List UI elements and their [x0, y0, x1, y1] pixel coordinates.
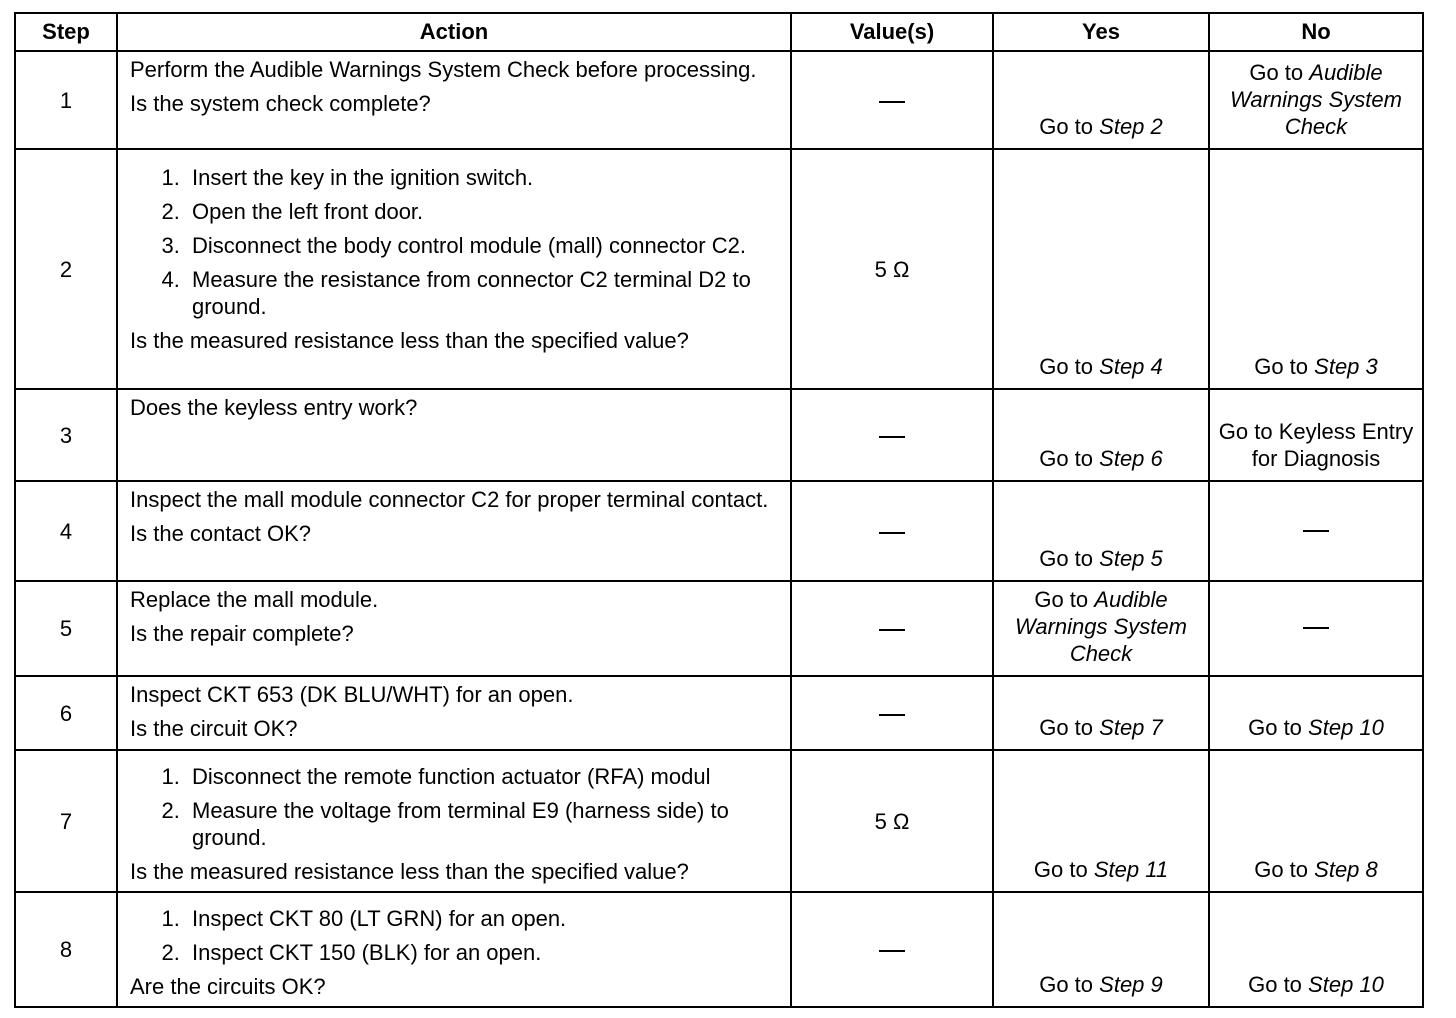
diagnostic-table — [14, 12, 1424, 1008]
table-row — [15, 149, 1423, 389]
value-cell — [791, 892, 993, 1007]
yes-prefix: Go to — [1039, 354, 1094, 379]
header-yes: Yes — [993, 13, 1209, 51]
action-step: 4. Measure the resistance from connector C2 terminal D2 to ground. — [186, 266, 782, 320]
no-cell — [1209, 581, 1423, 676]
yes-prefix: Go to — [1034, 587, 1089, 612]
yes-cell — [993, 51, 1209, 149]
value-cell — [791, 389, 993, 481]
table-row — [15, 892, 1423, 1007]
action-steps — [130, 164, 782, 320]
no-ref: Step 10 — [1308, 972, 1384, 997]
value-dash — [879, 950, 905, 952]
yes-ref: Step 11 — [1093, 857, 1169, 882]
value-cell — [791, 481, 993, 581]
no-ref: Step 3 — [1314, 354, 1378, 379]
table-row — [15, 481, 1423, 581]
yes-ref: Step 9 — [1099, 972, 1163, 997]
action-cell — [117, 676, 791, 750]
yes-cell — [993, 676, 1209, 750]
no-cell: Go to Keyless Entry for Diagnosis — [1209, 389, 1423, 481]
action-text: Does the keyless entry work? — [130, 395, 418, 420]
step-number: 2 — [15, 149, 117, 389]
yes-ref: Step 5 — [1099, 546, 1163, 571]
yes-prefix: Go to — [1033, 857, 1088, 882]
action-cell — [117, 750, 791, 892]
yes-ref: Audible Warnings System Check — [1015, 587, 1187, 666]
no-cell — [1209, 676, 1423, 750]
action-question: Is the system check complete? — [130, 91, 431, 116]
action-question: Is the repair complete? — [130, 621, 354, 646]
header-no: No — [1209, 13, 1423, 51]
no-ref: Audible Warnings System Check — [1230, 60, 1402, 139]
table-row — [15, 676, 1423, 750]
action-step: 2. Open the left front door. — [186, 198, 782, 225]
no-cell — [1209, 892, 1423, 1007]
value-dash — [879, 629, 905, 631]
action-step: 1. Disconnect the remote function actuator (RFA) modul — [186, 763, 782, 790]
action-step: 2. Measure the voltage from terminal E9 (harness side) to ground. — [186, 797, 782, 851]
yes-cell — [993, 389, 1209, 481]
action-cell — [117, 149, 791, 389]
value-dash — [879, 101, 905, 103]
header-action: Action — [117, 13, 791, 51]
yes-prefix: Go to — [1039, 546, 1094, 571]
action-cell — [117, 51, 791, 149]
no-prefix: Go to — [1254, 354, 1309, 379]
no-cell — [1209, 481, 1423, 581]
step-number: 8 — [15, 892, 117, 1007]
header-row — [15, 13, 1423, 51]
action-steps — [130, 905, 782, 966]
yes-cell — [993, 581, 1209, 676]
no-prefix: Go to — [1248, 972, 1302, 997]
step-number: 6 — [15, 676, 117, 750]
value-cell — [791, 51, 993, 149]
yes-cell — [993, 149, 1209, 389]
header-step: Step — [15, 13, 117, 51]
yes-prefix: Go to — [1039, 715, 1094, 740]
action-steps — [130, 763, 782, 851]
no-ref: Step 8 — [1314, 857, 1378, 882]
yes-cell — [993, 750, 1209, 892]
yes-prefix: Go to — [1039, 446, 1094, 471]
action-step: 3. Disconnect the body control module (mall) connector C2. — [186, 232, 782, 259]
action-text: Replace the mall module. — [130, 587, 379, 612]
yes-ref: Step 6 — [1099, 446, 1163, 471]
step-number: 4 — [15, 481, 117, 581]
yes-ref: Step 2 — [1099, 114, 1163, 139]
table-row — [15, 581, 1423, 676]
action-question: Is the contact OK? — [130, 521, 311, 546]
value-dash — [879, 532, 905, 534]
action-step: 1. Insert the key in the ignition switch. — [186, 164, 782, 191]
action-question: Is the measured resistance less than the specified value? — [130, 859, 689, 884]
action-step: 1. Inspect CKT 80 (LT GRN) for an open. — [186, 905, 782, 932]
no-prefix: Go to — [1248, 715, 1302, 740]
header-values: Value(s) — [791, 13, 993, 51]
value-cell — [791, 676, 993, 750]
no-cell — [1209, 51, 1423, 149]
action-question: Is the circuit OK? — [130, 716, 298, 741]
value-cell — [791, 581, 993, 676]
action-step: 2. Inspect CKT 150 (BLK) for an open. — [186, 939, 782, 966]
yes-prefix: Go to — [1039, 114, 1094, 139]
no-ref: Step 10 — [1308, 715, 1384, 740]
value-cell: 5 Ω — [791, 750, 993, 892]
value-cell: 5 Ω — [791, 149, 993, 389]
action-text: Perform the Audible Warnings System Check before processing. — [130, 57, 757, 82]
value-dash — [879, 714, 905, 716]
yes-cell — [993, 481, 1209, 581]
no-dash — [1303, 627, 1329, 629]
no-dash — [1303, 530, 1329, 532]
action-question: Is the measured resistance less than the specified value? — [130, 328, 689, 353]
step-number: 5 — [15, 581, 117, 676]
action-text: Inspect the mall module connector C2 for proper terminal contact. — [130, 487, 769, 512]
action-text: Inspect CKT 653 (DK BLU/WHT) for an open. — [130, 682, 574, 707]
no-prefix: Go to — [1254, 857, 1309, 882]
step-number: 1 — [15, 51, 117, 149]
action-question: Are the circuits OK? — [130, 974, 326, 999]
table-row — [15, 389, 1423, 481]
action-cell — [117, 481, 791, 581]
yes-prefix: Go to — [1039, 972, 1094, 997]
action-cell — [117, 892, 791, 1007]
step-number: 3 — [15, 389, 117, 481]
no-cell — [1209, 149, 1423, 389]
no-cell — [1209, 750, 1423, 892]
no-prefix: Go to — [1249, 60, 1304, 85]
value-dash — [879, 436, 905, 438]
yes-cell — [993, 892, 1209, 1007]
step-number: 7 — [15, 750, 117, 892]
action-cell — [117, 389, 791, 481]
table-row — [15, 750, 1423, 892]
action-cell — [117, 581, 791, 676]
table-row — [15, 51, 1423, 149]
yes-ref: Step 7 — [1099, 715, 1163, 740]
yes-ref: Step 4 — [1099, 354, 1163, 379]
